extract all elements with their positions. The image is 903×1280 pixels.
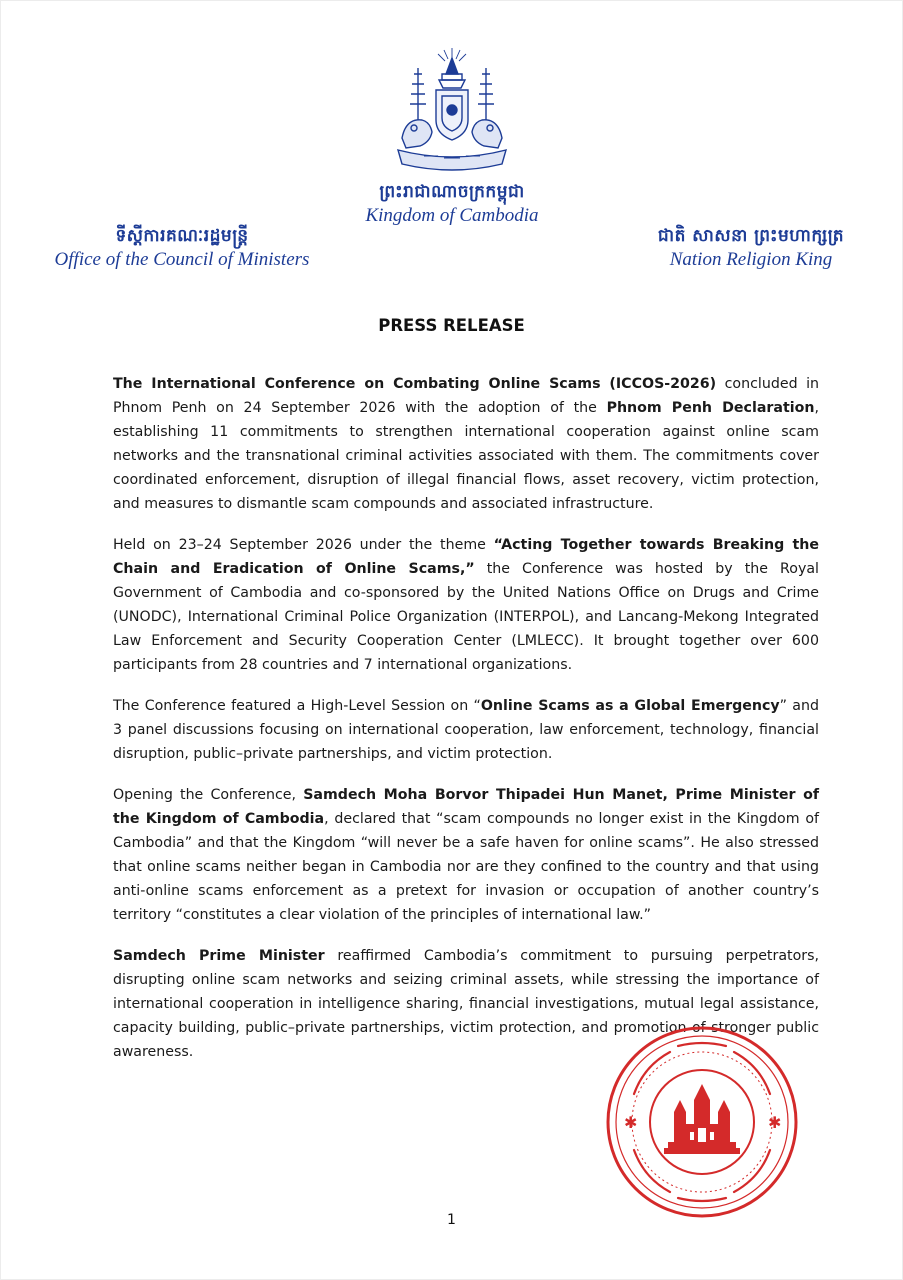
press-release-body [113, 372, 819, 1081]
header-motto [606, 224, 896, 272]
header-kingdom [330, 180, 574, 228]
paragraph [113, 694, 819, 766]
document-title: PRESS RELEASE [378, 316, 525, 335]
header-office [34, 224, 330, 272]
text-run: Held on 23–24 September 2026 under the theme [113, 537, 494, 553]
svg-text:✱: ✱ [624, 1113, 638, 1132]
bold-run: “Acting Together towards Breaking the Chain and Eradication of Online Scams,” [113, 537, 819, 577]
page-number: 1 [447, 1212, 456, 1228]
bold-run: The International Conference on Combating Online Scams (ICCOS-2026) [113, 376, 717, 392]
bold-run: Samdech Prime Minister [113, 948, 325, 964]
text-run: Opening the Conference, [113, 787, 304, 803]
text-run: , declared that “scam compounds no longer exist in the Kingdom of Cambodia” and that the Kingdom “will never be a safe haven for online scams”. He also stressed that online scams neither began in Cambodia nor are they confined to the country and that using anti-online scams enforcement as a pretext for invasion or occupation of another country’s territory “constitutes a clear violation of the principles of international law.” [113, 811, 819, 923]
text-run: concluded in Phnom Penh on 24 September 2026 with the adoption of the [113, 376, 819, 416]
motto-english: Nation Religion King [669, 249, 833, 270]
text-run: the Conference was hosted by the Royal Government of Cambodia and co-sponsored by the United Nations Office on Drugs and Crime (UNODC), International Criminal Police Organization (INTERPOL), and Lancang-Mekong Integrated Law Enforcement and Security Cooperation Center (LMLECC). It brought together over 600 participants from 28 countries and 7 international organizations. [113, 561, 819, 673]
paragraph [113, 533, 819, 677]
bold-run: Online Scams as a Global Emergency [480, 698, 780, 714]
office-khmer: ទីស្តីការគណៈរដ្ឋមន្ត្រី [115, 226, 249, 246]
kingdom-khmer: ព្រះរាជាណាចក្រកម្ពុជា [379, 182, 525, 202]
text-run: ” and 3 panel discussions focusing on international cooperation, law enforcement, technology, financial disruption, public–private partnerships, and victim protection. [113, 698, 820, 762]
paragraph [113, 783, 819, 927]
motto-khmer: ជាតិ សាសនា ព្រះមហាក្សត្រ [657, 226, 845, 246]
office-english: Office of the Council of Ministers [54, 249, 310, 270]
royal-coat-of-arms-icon [384, 44, 520, 178]
bold-run: Samdech Moha Borvor Thipadei Hun Manet, Prime Minister of the Kingdom of Cambodia [113, 787, 820, 827]
svg-text:✱: ✱ [768, 1113, 782, 1132]
text-run: , establishing 11 commitments to strengthen international cooperation against online scam networks and the transnational criminal activities associated with them. The commitments cover coordinated enforcement, disruption of illegal financial flows, asset recovery, victim protection, and measures to dismantle scam compounds and associated infrastructure. [113, 400, 819, 512]
text-run: The Conference featured a High-Level Session on “ [113, 698, 481, 714]
paragraph [113, 372, 819, 516]
official-seal-stamp [604, 1024, 800, 1220]
text-run: reaffirmed Cambodia’s commitment to pursuing perpetrators, disrupting online scam networks and seizing criminal assets, while stressing the importance of international cooperation in intelligence sharing, financial investigations, mutual legal assistance, capacity building, public–private partnerships, victim protection, and promotion of stronger public awareness. [113, 948, 819, 1060]
bold-run: Phnom Penh Declaration [606, 400, 815, 416]
kingdom-english: Kingdom of Cambodia [365, 205, 539, 226]
